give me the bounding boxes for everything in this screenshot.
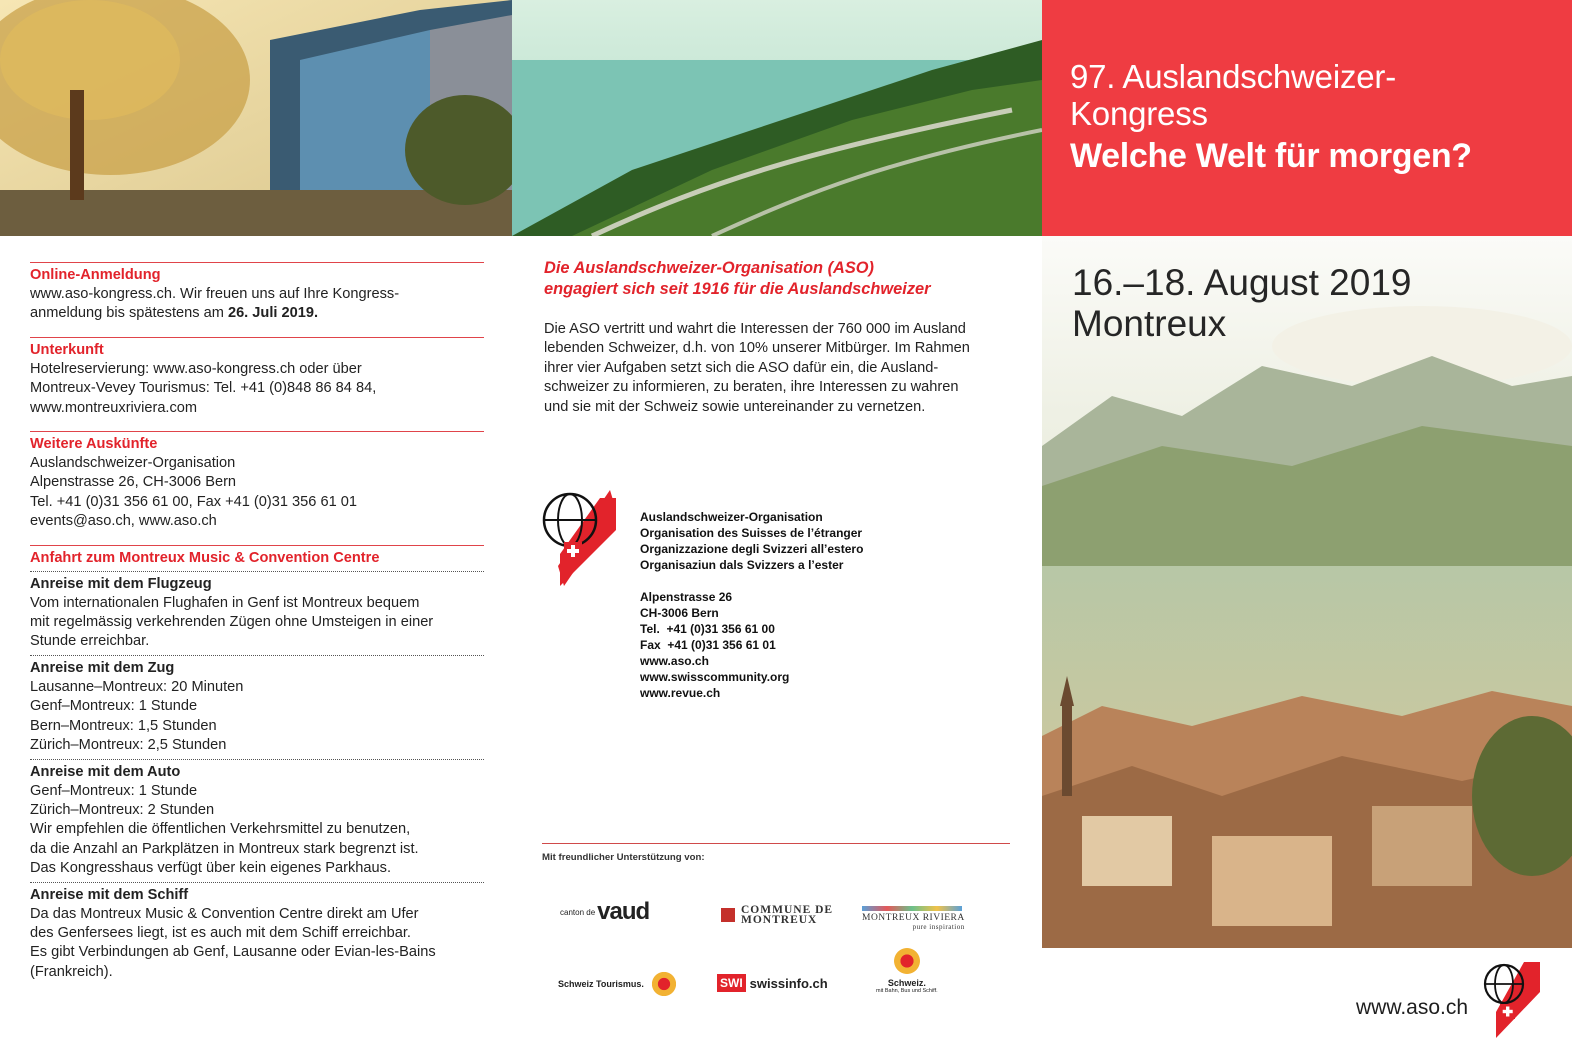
section-body-online	[30, 285, 484, 324]
sponsor-schweiz-tourismus-logo	[558, 970, 678, 998]
flugzeug-line: Vom internationalen Flughafen in Genf ist Montreux bequem	[30, 594, 420, 611]
auskuenfte-line: Alpenstrasse 26, CH-3006 Bern	[30, 474, 237, 491]
swi-text: swissinfo.ch	[749, 975, 828, 991]
title-line-1: 97. Auslandschweizer-	[1070, 58, 1396, 95]
tourismus-flower-icon	[650, 970, 678, 998]
sbb-tagline: mit Bahn, Bus und Schiff.	[876, 988, 938, 994]
left-column	[30, 262, 484, 982]
aso-logo-icon	[540, 490, 616, 586]
dotted-rule	[30, 655, 484, 656]
footer-website-link[interactable]: www.aso.ch	[1356, 996, 1469, 1019]
org-name: Organizzazione degli Svizzeri all’estero	[640, 542, 864, 556]
aso-paragraph-line: ihrer vier Aufgaben setzt sich die ASO dafür ein, die Ausland-	[544, 359, 939, 376]
sponsor-vaud-logo	[560, 898, 649, 926]
title-line-2: Kongress	[1070, 95, 1208, 132]
zug-line: Bern–Montreux: 1,5 Stunden	[30, 717, 217, 734]
event-dates: 16.–18. August 2019	[1072, 262, 1412, 303]
aso-paragraph	[544, 320, 1014, 417]
event-date-location	[1072, 262, 1552, 344]
montreux-text	[741, 905, 833, 925]
support-label: Mit freundlicher Unterstützung von:	[542, 852, 705, 863]
address-line: CH-3006 Bern	[640, 606, 719, 620]
vaud-name: vaud	[597, 898, 650, 925]
org-name: Organisaziun dals Svizzers a l’ester	[640, 558, 844, 572]
online-deadline: 26. Juli 2019.	[227, 305, 319, 322]
sponsor-schweiz-mobil-logo	[876, 946, 938, 994]
dotted-rule	[30, 759, 484, 760]
aso-paragraph-line: schweizer zu informieren, zu beraten, ihre Interessen zu wahren	[544, 379, 959, 396]
aso-headline	[544, 258, 1014, 300]
support-rule	[542, 843, 1010, 844]
montreux-crest-icon	[721, 908, 735, 922]
aso-paragraph-line: und sie mit der Schweiz sowie untereinander zu vernetzen.	[544, 398, 926, 415]
org-name: Auslandschweizer-Organisation	[640, 510, 823, 524]
schiff-line: des Genfersees liegt, ist es auch mit dem Schiff erreichbar.	[30, 924, 411, 941]
title-subtitle: Welche Welt für morgen?	[1070, 137, 1472, 175]
section-heading-online: Online-Anmeldung	[30, 267, 161, 283]
auskuenfte-line: events@aso.ch, www.aso.ch	[30, 513, 217, 530]
zug-line: Zürich–Montreux: 2,5 Stunden	[30, 737, 227, 754]
online-line-2	[30, 304, 484, 323]
aso-contact-block	[640, 509, 863, 701]
auto-line: Zürich–Montreux: 2 Stunden	[30, 801, 215, 818]
aso-headline-line: engagiert sich seit 1916 für die Auslandschweizer	[544, 280, 931, 298]
address-line: Alpenstrasse 26	[640, 590, 733, 604]
aso-paragraph-line: Die ASO vertritt und wahrt die Interessen der 760 000 im Ausland	[544, 321, 966, 337]
online-line-1: www.aso-kongress.ch. Wir freuen uns auf Ihre Kongress-	[30, 286, 400, 302]
zug-line: Genf–Montreux: 1 Stunde	[30, 698, 198, 715]
unterkunft-line: Montreux-Vevey Tourismus: Tel. +41 (0)848 86 84 84,	[30, 380, 377, 397]
section-body-auskuenfte	[30, 454, 484, 532]
riviera-name: MONTREUX RIVIERA	[862, 913, 965, 923]
auskuenfte-line: Auslandschweizer-Organisation	[30, 455, 236, 472]
montreux-line-1: COMMUNE DE	[741, 904, 834, 916]
subheading-flugzeug: Anreise mit dem Flugzeug	[30, 575, 212, 592]
zug-line: Lausanne–Montreux: 20 Minuten	[30, 678, 244, 695]
vaud-prefix: canton de	[560, 907, 596, 917]
website-link[interactable]: www.swisscommunity.org	[640, 670, 790, 684]
middle-column	[544, 258, 1014, 417]
subheading-zug: Anreise mit dem Zug	[30, 659, 175, 676]
online-line-2-text: anmeldung bis spätestens am	[30, 305, 228, 322]
section-heading-anfahrt: Anfahrt zum Montreux Music & Convention Centre	[30, 549, 380, 566]
flugzeug-line: Stunde erreichbar.	[30, 633, 150, 650]
unterkunft-line: Hotelreservierung: www.aso-kongress.ch oder über	[30, 360, 362, 377]
sbb-flower-icon	[892, 946, 922, 976]
sponsor-swissinfo-logo	[717, 974, 828, 992]
section-heading-auskuenfte: Weitere Auskünfte	[30, 436, 158, 453]
riviera-tagline: pure inspiration	[912, 923, 965, 931]
swi-badge: SWI	[717, 974, 746, 992]
auto-line: Wir empfehlen die öffentlichen Verkehrsmittel zu benutzen,	[30, 821, 411, 838]
unterkunft-line: www.montreuxriviera.com	[30, 399, 198, 416]
flugzeug-line: mit regelmässig verkehrenden Zügen ohne Umsteigen in einer	[30, 614, 434, 631]
auskuenfte-line: Tel. +41 (0)31 356 61 00, Fax +41 (0)31 356 61 01	[30, 493, 357, 510]
section-rule	[30, 545, 484, 546]
riviera-color-bar	[862, 906, 962, 911]
aso-paragraph-line: lebenden Schweizer, d.h. von 10% unserer Mitbürger. Im Rahmen	[544, 340, 970, 357]
dotted-rule	[30, 571, 484, 572]
sponsor-commune-montreux-logo	[721, 905, 833, 925]
section-heading-unterkunft: Unterkunft	[30, 341, 104, 358]
subheading-schiff: Anreise mit dem Schiff	[30, 886, 189, 903]
aso-footer-logo-icon	[1480, 962, 1540, 1038]
schiff-line: Da das Montreux Music & Convention Centre direkt am Ufer	[30, 905, 419, 922]
section-body-unterkunft	[30, 360, 484, 418]
photo-lavaux-vineyards	[512, 0, 1042, 236]
schiff-line: Es gibt Verbindungen ab Genf, Lausanne oder Evian-les-Bains	[30, 944, 436, 961]
tourismus-text: Schweiz Tourismus.	[558, 979, 644, 989]
title-block	[1042, 0, 1572, 236]
org-name: Organisation des Suisses de l’étranger	[640, 526, 863, 540]
auto-line: Das Kongresshaus verfügt über kein eigenes Parkhaus.	[30, 860, 392, 877]
schiff-line: (Frankreich).	[30, 963, 113, 980]
aso-headline-line: Die Auslandschweizer-Organisation (ASO)	[544, 259, 874, 277]
website-link[interactable]: www.aso.ch	[640, 654, 709, 668]
photo-convention-centre	[0, 0, 512, 236]
montreux-line-2: MONTREUX	[741, 914, 818, 926]
dotted-rule	[30, 882, 484, 883]
section-rule	[30, 431, 484, 432]
subheading-auto: Anreise mit dem Auto	[30, 763, 181, 780]
sponsor-montreux-riviera-logo	[862, 906, 965, 931]
section-rule	[30, 262, 484, 263]
sbb-text: Schweiz.	[887, 978, 926, 988]
auto-line: Genf–Montreux: 1 Stunde	[30, 782, 198, 799]
event-location: Montreux	[1072, 303, 1227, 344]
fax-line: Fax +41 (0)31 356 61 01	[640, 638, 776, 652]
auto-line: da die Anzahl an Parkplätzen in Montreux stark begrenzt ist.	[30, 840, 419, 857]
website-link[interactable]: www.revue.ch	[640, 686, 721, 700]
phone-line: Tel. +41 (0)31 356 61 00	[640, 622, 775, 636]
section-rule	[30, 337, 484, 338]
